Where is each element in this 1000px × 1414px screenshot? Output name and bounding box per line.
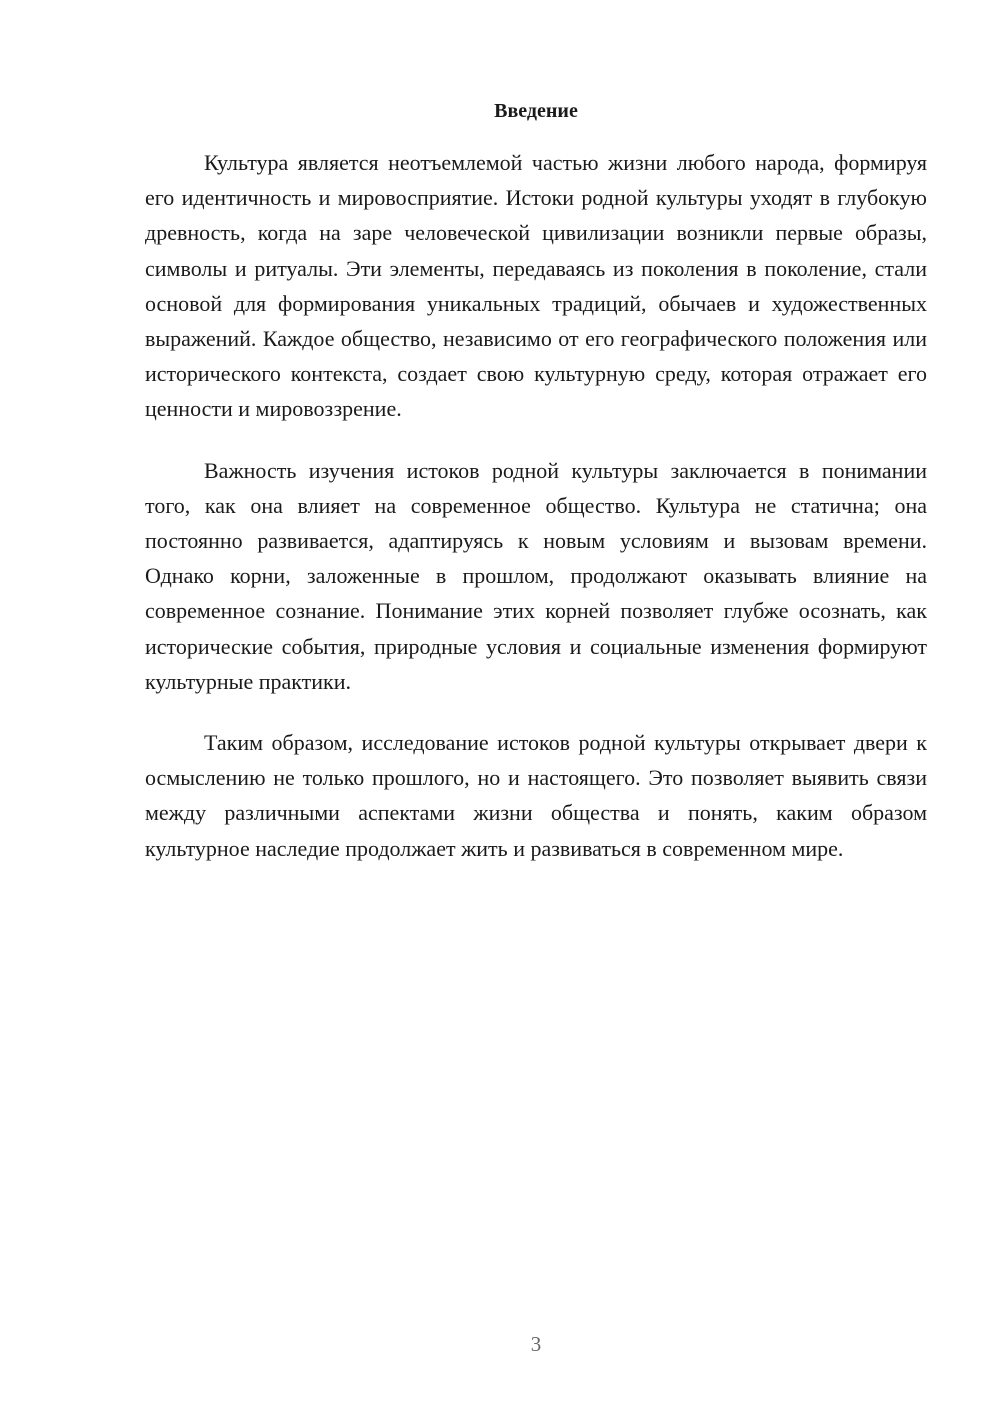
section-heading: Введение (494, 100, 578, 122)
paragraph-1: Культура является неотъемлемой частью жизни любого народа, формируя его идентичность и мировосприятие. Истоки родной культуры уходят в глубокую древность, когда на заре человеческой цивилизации возникли первые образы, символы и ритуалы. Эти элементы, передаваясь из поколения в поколение, стали основой для формирования уникальных традиций, обычаев и художественных выражений. Каждое общество, независимо от его географического положения или исторического контекста, создает свою культурную среду, которая отражает его ценности и мировоззрение. (145, 150, 927, 422)
paragraph-3: Таким образом, исследование истоков родной культуры открывает двери к осмыслению не только прошлого, но и настоящего. Это позволяет выявить связи между различными аспектами жизни общества и понять, каким образом культурное наследие продолжает жить и развиваться в современном мире. (145, 730, 927, 861)
body-text (145, 145, 927, 892)
page-number: 3 (530, 1332, 542, 1356)
paragraph-2: Важность изучения истоков родной культуры заключается в понимании того, как она влияет на современное общество. Культура не статична; она постоянно развивается, адаптируясь к новым условиям и вызовам времени. Однако корни, заложенные в прошлом, продолжают оказывать влияние на современное сознание. Понимание этих корней позволяет глубже осознать, как исторические события, природные условия и социальные изменения формируют культурные практики. (145, 457, 927, 694)
